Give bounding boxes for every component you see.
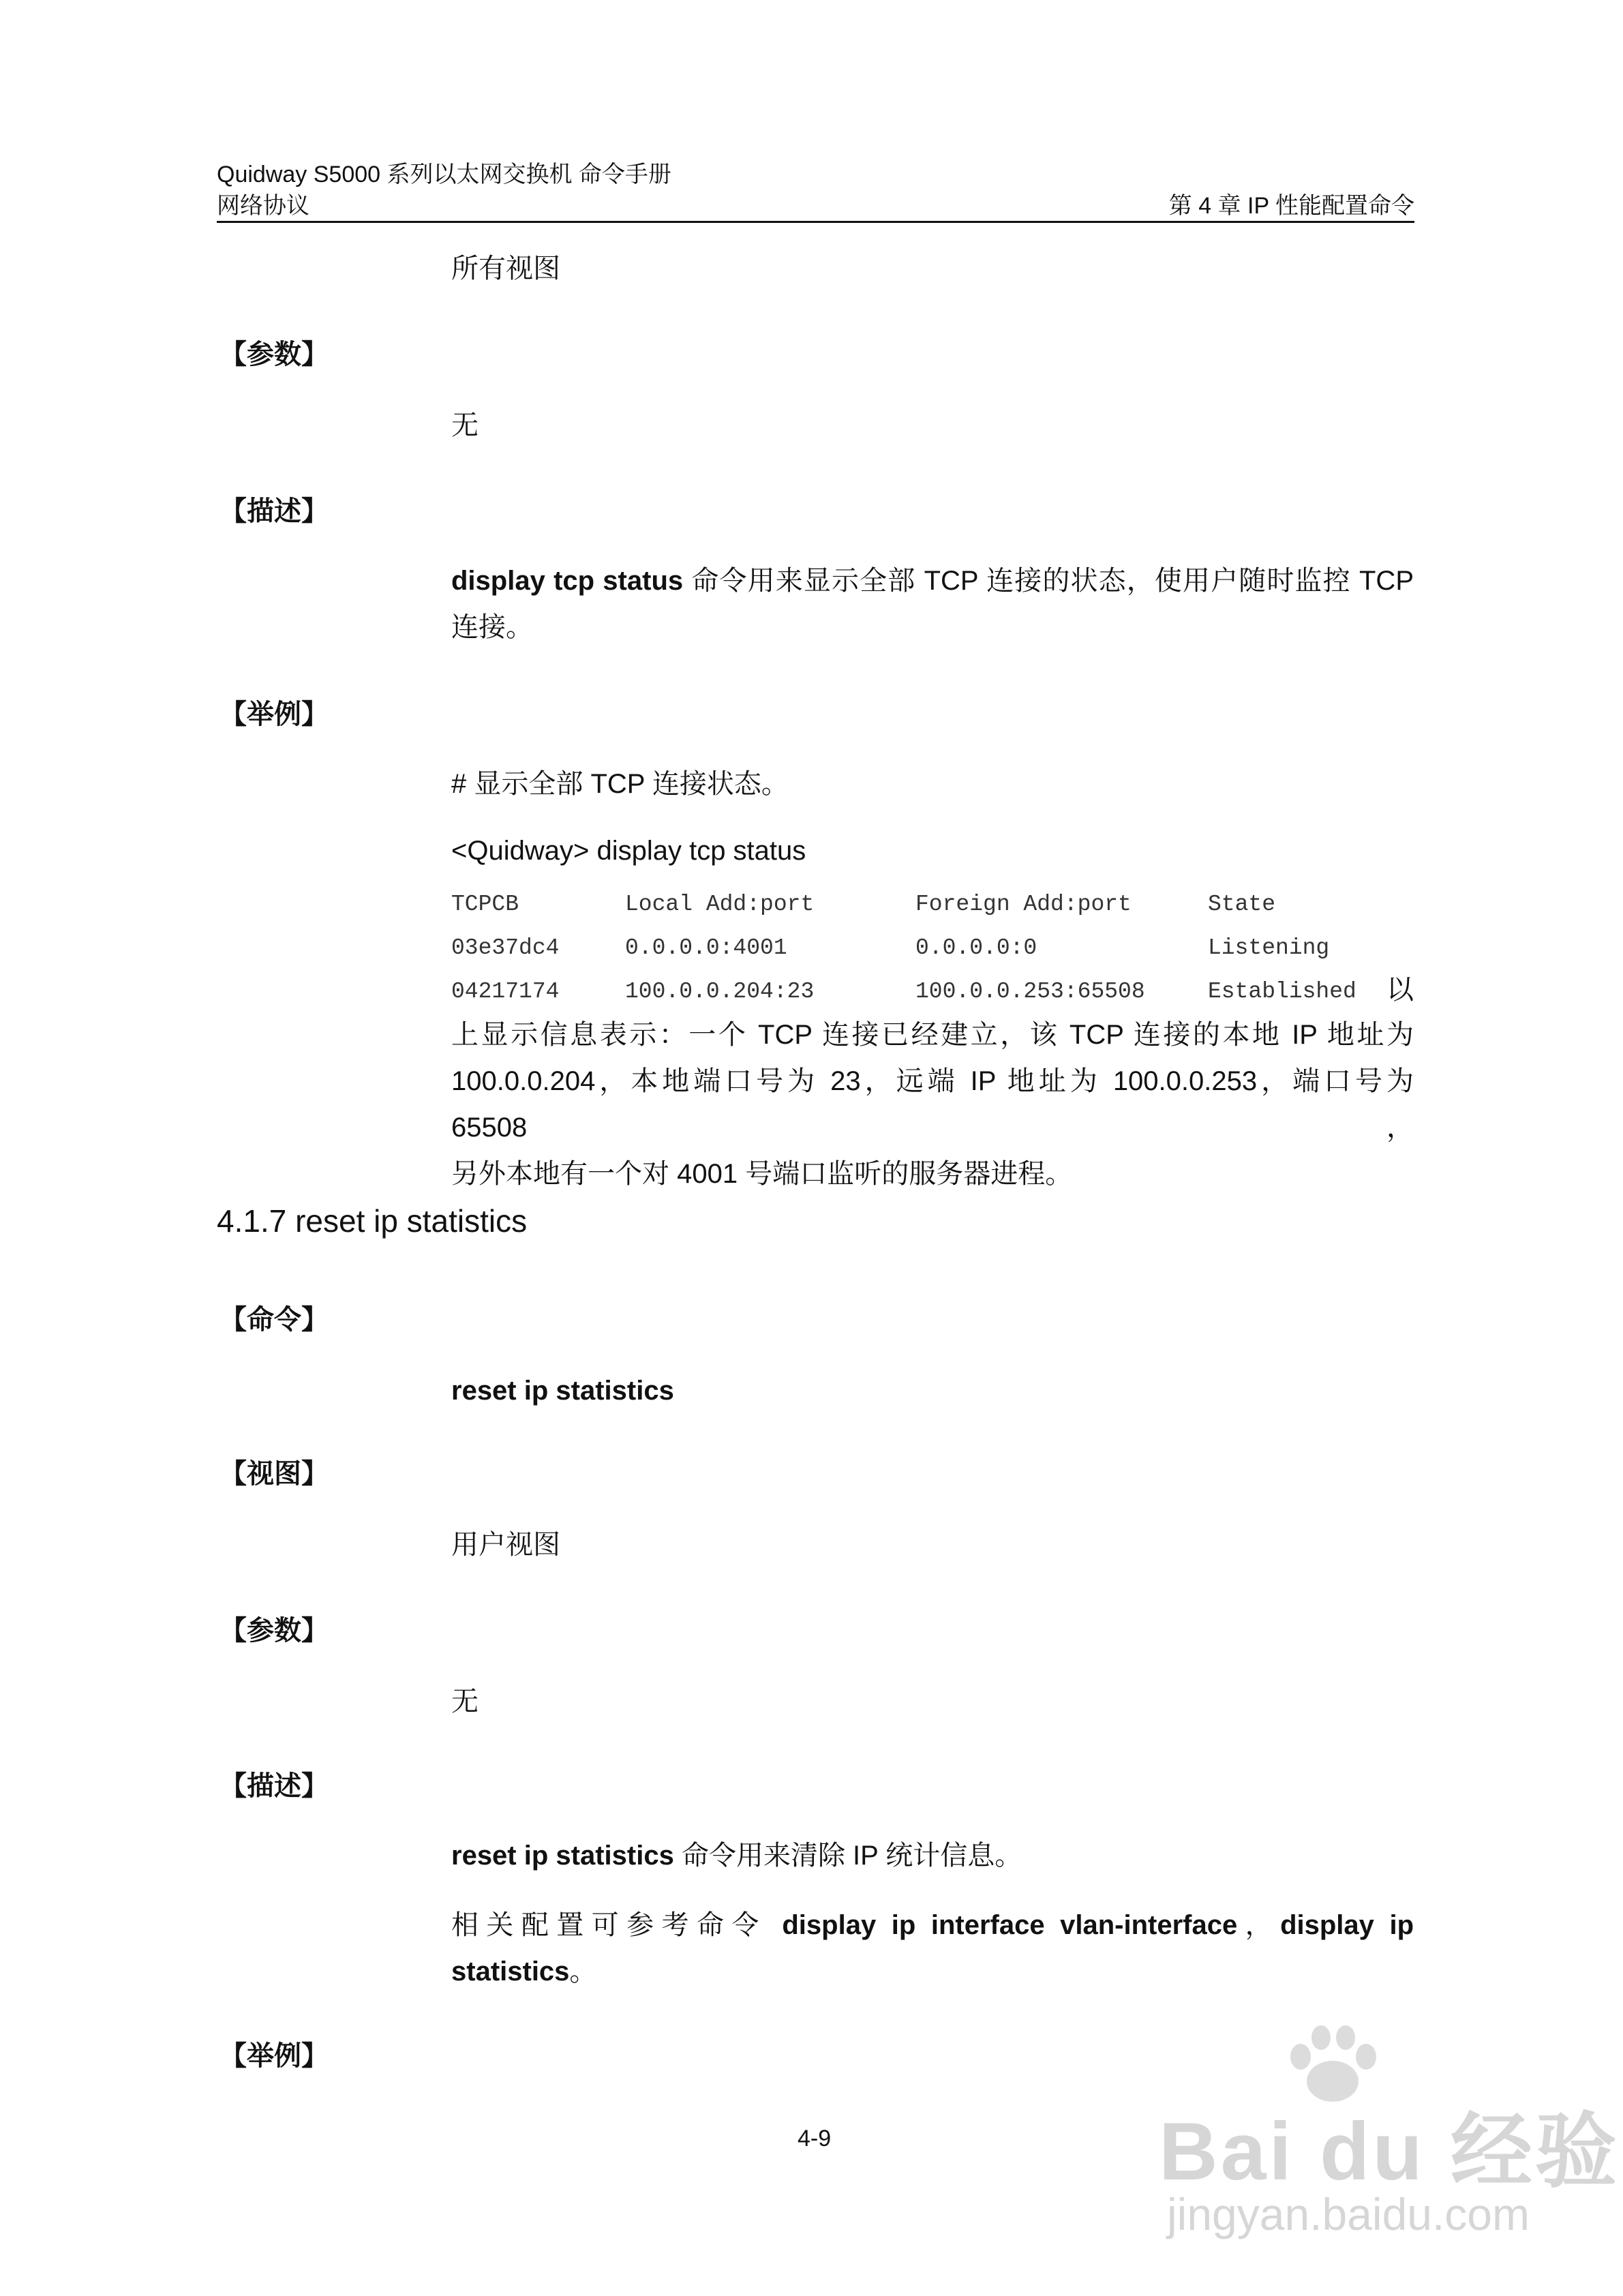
desc-label: 【描述】 (219, 496, 329, 526)
table-header-foreign: Foreign Add:port (915, 892, 1132, 917)
example-label: 【举例】 (219, 699, 329, 729)
desc-text: 命令用来显示全部 TCP 连接的状态，使用户随时监控 TCP (683, 566, 1414, 596)
table-cell: Listening (1208, 935, 1330, 961)
paw-icon (1281, 2021, 1384, 2110)
desc-text-2: 命令用来清除 IP 统计信息。 (673, 1841, 1022, 1871)
table-cell: 0.0.0.0:4001 (625, 935, 787, 961)
explain-line: 100.0.0.204，本地端口号为 23，远端 IP 地址为 100.0.0.253，端口号为 65508， (451, 1066, 1414, 1143)
explain-paragraph (451, 1012, 1414, 1197)
table-cell: 03e37dc4 (451, 935, 560, 961)
doc-title: Quidway S5000 系列以太网交换机 命令手册 (217, 162, 671, 187)
desc-command: display tcp status (451, 566, 684, 596)
explain-tail: 以 (1386, 975, 1414, 1005)
table-cell: 100.0.0.204:23 (625, 979, 815, 1004)
view-value-2: 用户视图 (451, 1530, 560, 1560)
doc-subtitle: 网络协议 (217, 193, 309, 219)
related-command-2-cont: statistics (451, 1957, 570, 1987)
page-number: 4-9 (798, 2126, 832, 2151)
desc-label-2: 【描述】 (219, 1771, 329, 1801)
params-value: 无 (451, 410, 479, 440)
related-paragraph (451, 1902, 1414, 1995)
watermark-logo: Bai du 经验 (1159, 2106, 1620, 2197)
example-label-2: 【举例】 (219, 2041, 329, 2071)
related-command-2: display ip (1280, 1910, 1414, 1940)
watermark-url: jingyan.baidu.com (1167, 2189, 1530, 2239)
example-comment: # 显示全部 TCP 连接状态。 (451, 769, 789, 799)
params-value-2: 无 (451, 1687, 479, 1717)
explain-line: 另外本地有一个对 4001 号端口监听的服务器进程。 (451, 1159, 1073, 1189)
params-label-2: 【参数】 (219, 1616, 329, 1646)
explain-line: 上显示信息表示：一个 TCP 连接已经建立，该 TCP 连接的本地 IP 地址为 (451, 1020, 1414, 1050)
cmd-label: 【命令】 (219, 1305, 329, 1335)
desc-paragraph-2 (451, 1832, 1022, 1879)
header-rule (217, 221, 1414, 223)
related-separator: ， (1237, 1910, 1281, 1940)
view-value: 所有视图 (451, 254, 560, 284)
table-header-local: Local Add:port (625, 892, 815, 917)
section-heading: 4.1.7 reset ip statistics (217, 1203, 528, 1239)
related-end: 。 (569, 1957, 597, 1987)
desc-text-cont: 连接。 (451, 612, 533, 642)
table-header-tcpcb: TCPCB (451, 892, 519, 917)
related-prefix: 相关配置可参考命令 (451, 1910, 783, 1940)
table-cell: 100.0.0.253:65508 (915, 979, 1145, 1004)
desc-command-2: reset ip statistics (451, 1841, 674, 1871)
example-command: <Quidway> display tcp status (451, 836, 806, 866)
table-cell: 0.0.0.0:0 (915, 935, 1037, 961)
chapter-title: 第 4 章 IP 性能配置命令 (1168, 193, 1414, 219)
desc-paragraph (451, 558, 1414, 650)
table-cell: Established (1208, 979, 1356, 1004)
related-command-1: display ip interface vlan-interface (782, 1910, 1238, 1940)
table-header-state: State (1208, 892, 1276, 917)
view-label: 【视图】 (219, 1459, 329, 1489)
cmd-value: reset ip statistics (451, 1376, 674, 1406)
params-label: 【参数】 (219, 339, 329, 369)
table-cell: 04217174 (451, 979, 560, 1004)
